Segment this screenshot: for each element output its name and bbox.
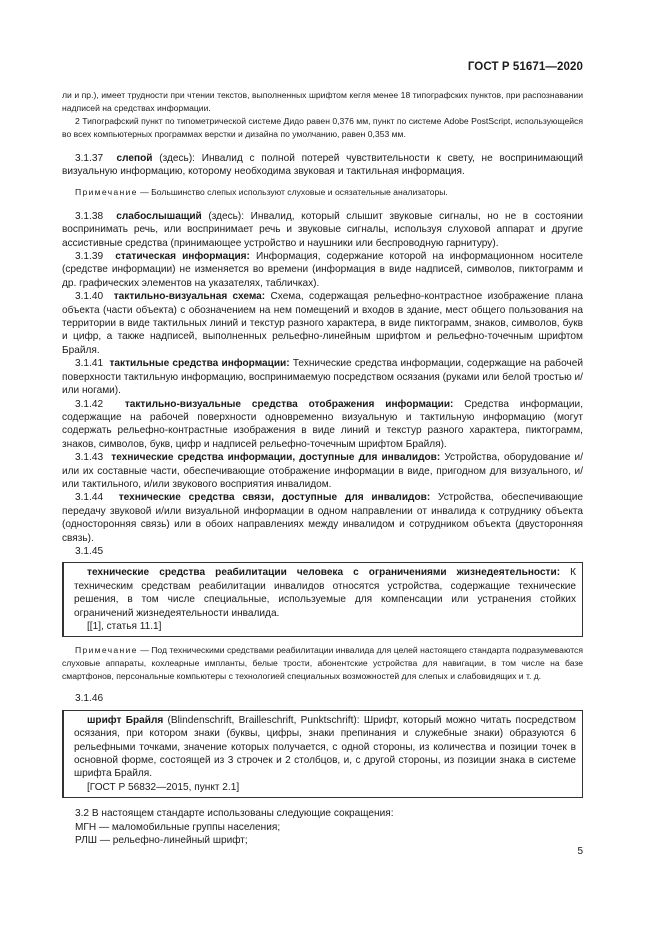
page-content — [62, 89, 583, 847]
definition-text: (здесь): Инвалид с полной потерей чувствительности к свету, не воспринимающий визуальную информацию, которому необходима звуковая и тактильная информация. — [62, 153, 584, 178]
definition-text: Технические средства информации, содержащие на рабочей поверхности тактильную информацию, воспринимаемую посредством осязания (руками или белой тростью и/или ногами). — [62, 358, 583, 397]
note-3-1-37 — [62, 186, 583, 199]
term: тактильные средства информации: — [109, 358, 290, 370]
note-label: Примечание — [75, 186, 138, 197]
term: слабослышащий — [116, 210, 202, 222]
definition-text: Устройства, обеспечивающие передачу звуковой и/или визуальной информации в одном направлении от инвалида к сотруднику объекта (односторонняя связь) или в обоих направлениях между инвалидом и сотрудником объекта (двусторонняя связь). — [62, 492, 583, 544]
abbreviation-item: РЛШ — рельефно-линейный шрифт; — [75, 835, 248, 847]
clause-number: 3.1.38 — [75, 210, 104, 222]
term: шрифт Брайля — [87, 714, 164, 726]
definition-text: Устройства, оборудование и/или их составные части, обеспечивающие отображение информации в виде, пригодном для визуального, и/или тактильного, и/или звукового восприятия инвалидом. — [62, 452, 584, 490]
definition-box-3-1-46 — [62, 710, 583, 798]
definition-text: (Blindenschrift, Brailleschrift, Punktschrift): Шрифт, который можно читать посредством осязания, при котором знаки (буквы, цифры, знаки препинания и служебные знаки) образуются 6 рельефными точками, значение которых получается, с одной стороны, из количества и позиции точек в основной форме, состоящей из 3 строчек и 2 столбцов, и, с другой стороны, из позиции знака в системе шрифта Брайля. — [74, 714, 576, 780]
document-number: ГОСТ Р 51671—2020 — [467, 61, 583, 73]
definition-3-1-38 — [62, 210, 583, 250]
term: слепой — [116, 153, 153, 164]
page-number: 5 — [577, 846, 583, 857]
definition-3-1-39 — [62, 250, 583, 290]
clause-number: 3.1.41 — [75, 358, 104, 370]
continued-paragraph: ли и пр.), имеет трудности при чтении текстов, выполненных шрифтом кегля менее 18 типографских пунктов, при распознавании надписей на средствах информации. — [62, 90, 583, 113]
definition-source: [ГОСТ Р 56832—2015, пункт 2.1] — [87, 781, 240, 793]
term: статическая информация: — [115, 251, 250, 263]
definition-3-1-41 — [62, 357, 583, 397]
clause-number: 3.1.42 — [75, 398, 104, 410]
clause-number: 3.1.44 — [75, 492, 104, 504]
definition-3-1-43 — [62, 451, 583, 491]
definition-text: Информация, содержание которой на информационном носителе (средстве информации) не изменяется во времени (информация в виде надписей, символов, пиктограмм и др. графических элементов на указателях, табличках). — [62, 251, 584, 289]
abbreviation-item: МГН — маломобильные группы населения; — [75, 821, 281, 833]
term: тактильно-визуальная схема: — [113, 291, 266, 303]
clause-number-3-1-46: 3.1.46 — [75, 693, 104, 705]
definition-source: [[1], статья 11.1] — [87, 621, 162, 632]
definition-text: (здесь): Инвалид, который слышит звуковые сигналы, но не в состоянии воспринимать речь, или воспринимает речь и звуковые сигналы, используя слуховой аппарат и другие ассистивные средства (принимающее устройство и наушники или беспроводную гарнитуру). — [62, 210, 584, 249]
definition-box-3-1-45 — [62, 562, 583, 637]
definition-3-1-37 — [62, 152, 583, 179]
clause-number: 3.1.40 — [75, 291, 104, 303]
term: технические средства реабилитации человека с ограничениями жизнедеятельности: — [87, 567, 561, 579]
definition-text: К техническим средствам реабилитации инвалидов относятся устройства, содержащие технические решения, в том числе специальные, используемые для компенсации или устранения стойких ограничений жизнедеятельности инвалида. — [74, 567, 577, 619]
definition-3-1-42 — [62, 398, 583, 452]
clause-number: 3.1.37 — [75, 153, 104, 164]
definition-3-1-46 — [74, 714, 576, 781]
definition-3-1-40 — [62, 290, 583, 357]
section-3-2-intro: 3.2 В настоящем стандарте использованы следующие сокращения: — [75, 808, 394, 820]
term: технические средства связи, доступные для инвалидов: — [118, 492, 431, 504]
definition-3-1-44 — [62, 491, 583, 545]
note-label: Примечание — [75, 645, 138, 656]
note-2: 2 Типографский пункт по типометрической системе Дидо равен 0,376 мм, пункт по системе Adobe PostScript, использующейся во всех компьютерных программах верстки и дизайна по умолчанию, равен 0,353 мм. — [62, 116, 583, 139]
definition-3-1-45 — [74, 566, 576, 620]
note-text: — Под техническими средствами реабилитации инвалида для целей настоящего стандарта подразумеваются слуховые аппараты, кохлеарные импланты, белые трости, абонентские устройства для навигации, в том числе на базе смартфонов, персональные компьютеры с технологией специальных возможностей для слепых и слабовидящих и т. д. — [62, 645, 583, 682]
clause-number: 3.1.43 — [75, 452, 104, 464]
term: технические средства информации, доступные для инвалидов: — [111, 452, 441, 464]
note-3-1-45 — [62, 644, 583, 683]
definition-text: Средства информации, содержащие на рабочей поверхности одновременно визуальную и тактильную информацию (могут содержать рельефно-контрастные изображения в виде линий и текстур разного характера, пиктограмм, знаков, символов, букв, цифр и надписей рельефно-точечным шрифтом Брайля). — [62, 398, 583, 450]
clause-number: 3.1.39 — [75, 251, 104, 263]
term: тактильно-визуальные средства отображения информации: — [124, 398, 454, 410]
note-text: — Большинство слепых используют слуховые и осязательные анализаторы. — [137, 186, 448, 197]
clause-number-3-1-45: 3.1.45 — [75, 545, 104, 557]
definition-text: Схема, содержащая рельефно-контрастное изображение плана объекта (части объекта) с обозначением на нем помещений и входов в здание, мест общего пользования на территории в виде тактильных линий и текстур разного характера, в виде пиктограмм, знаков, символов, букв и цифр, а также надписей, выполненных рельефно-линейным шрифтом и рельефно-точечным шрифтом Брайля. — [62, 291, 584, 356]
